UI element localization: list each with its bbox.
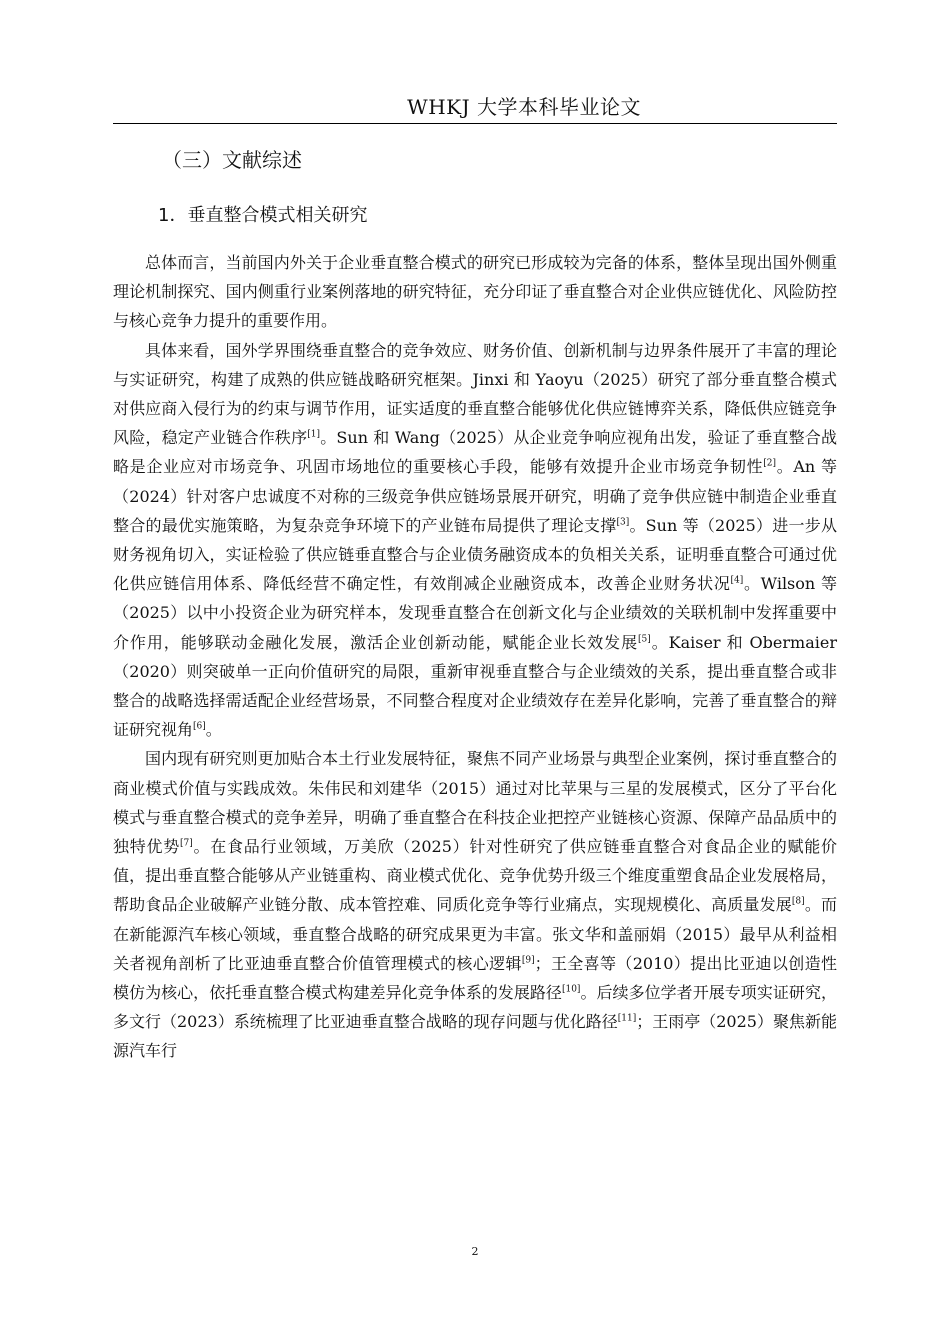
paragraph <box>113 336 837 745</box>
citation-marker: [9] <box>521 955 535 966</box>
citation-marker: [3] <box>616 517 630 528</box>
page-number: 2 <box>471 1245 479 1258</box>
citation-marker: [5] <box>638 634 651 645</box>
paragraph-text: 。 <box>205 720 222 740</box>
paragraph-text: 。Sun 和 Wang（2025）从企业竞争响应视角出发，验证了垂直整合战略是企业应对市场竞争、巩固市场地位的重要核心手段，能够有效提升企业市场竞争韧性 <box>113 428 837 477</box>
paragraph-text: ；王雨亭（2025）聚焦新能源汽车行 <box>113 1012 837 1061</box>
paragraph-text: 国内现有研究则更加贴合本土行业发展特征，聚焦不同产业场景与典型企业案例，探讨垂直整合的商业模式价值与实践成效。朱伟民和刘建华（2015）通过对比苹果与三星的发展模式，区分了平台化模式与垂直整合模式的竞争差异，明确了垂直整合在科技企业把控产业链核心资源、保障产品品质中的独特优势 <box>113 749 837 857</box>
paragraph-text: ；王全喜等（2010）提出比亚迪以创造性模仿为核心，依托垂直整合模式构建差异化竞争体系的发展路径 <box>113 953 837 1003</box>
body-text <box>113 248 837 1066</box>
paragraph-text: 。An 等（2024）针对客户忠诚度不对称的三级竞争供应链场景展开研究，明确了竞争供应链中制造企业垂直整合的最优实施策略，为复杂竞争环境下的产业链布局提供了理论支撑 <box>113 457 837 535</box>
paragraph <box>113 248 837 336</box>
paragraph-text: 具体来看，国外学界围绕垂直整合的竞争效应、财务价值、创新机制与边界条件展开了丰富的理论与实证研究，构建了成熟的供应链战略研究框架。Jinxi 和 Yaoyu（2025）研究了部分垂直整合模式对供应商入侵行为的约束与调节作用，证实适度的垂直整合能够优化供应链博弈关系，降低供应链竞争风险，稳定产业链合作秩序 <box>113 340 837 448</box>
subsection-heading: 1．垂直整合模式相关研究 <box>158 205 368 226</box>
paragraph-text: 。而在新能源汽车核心领域，垂直整合战略的研究成果更为丰富。张文华和盖丽娟（2015）最早从利益相关者视角剖析了比亚迪垂直整合价值管理模式的核心逻辑 <box>113 895 837 973</box>
paragraph-text: 。Sun 等（2025）进一步从财务视角切入，实证检验了供应链垂直整合与企业债务融资成本的负相关关系，证明垂直整合可通过优化供应链信用体系、降低经营不确定性，有效削减企业融资成本，改善企业财务状况 <box>113 515 837 594</box>
header-title: WHKJ 大学本科毕业论文 <box>407 95 641 119</box>
citation-marker: [6] <box>193 721 206 732</box>
citation-marker: [11] <box>617 1013 637 1024</box>
citation-marker: [2] <box>763 459 777 470</box>
paragraph-text: 。后续多位学者开展专项实证研究，多文行（2023）系统梳理了比亚迪垂直整合战略的现存问题与优化路径 <box>113 983 837 1032</box>
paragraph-text: 。在食品行业领域，万美欣（2025）针对性研究了供应链垂直整合对食品企业的赋能价值，提出垂直整合能够从产业链重构、商业模式优化、竞争优势升级三个维度重塑食品企业发展格局，帮助食品企业破解产业链分散、成本管控难、同质化竞争等行业痛点，实现规模化、高质量发展 <box>113 837 837 915</box>
citation-marker: [10] <box>561 984 581 995</box>
paragraph <box>113 744 837 1065</box>
citation-marker: [8] <box>791 897 805 908</box>
paragraph-text: 。Kaiser 和 Obermaier（2020）则突破单一正向价值研究的局限，重新审视垂直整合与企业绩效的关系，提出垂直整合或非整合的战略选择需适配企业经营场景，不同整合程度对企业绩效存在差异化影响，完善了垂直整合的辩证研究视角 <box>113 632 837 740</box>
paragraph-text: 。Wilson 等（2025）以中小投资企业为研究样本，发现垂直整合在创新文化与企业绩效的关联机制中发挥重要中介作用，能够联动金融化发展，激活企业创新动能，赋能企业长效发展 <box>113 574 837 652</box>
citation-marker: [4] <box>730 575 744 586</box>
citation-marker: [1] <box>307 429 321 440</box>
citation-marker: [7] <box>179 838 193 849</box>
paragraph-text: 总体而言，当前国内外关于企业垂直整合模式的研究已形成较为完备的体系，整体呈现出国外侧重理论机制探究、国内侧重行业案例落地的研究特征，充分印证了垂直整合对企业供应链优化、风险防控与核心竞争力提升的重要作用。 <box>113 253 837 331</box>
section-heading: （三）文献综述 <box>162 148 302 172</box>
page-header <box>113 93 837 124</box>
